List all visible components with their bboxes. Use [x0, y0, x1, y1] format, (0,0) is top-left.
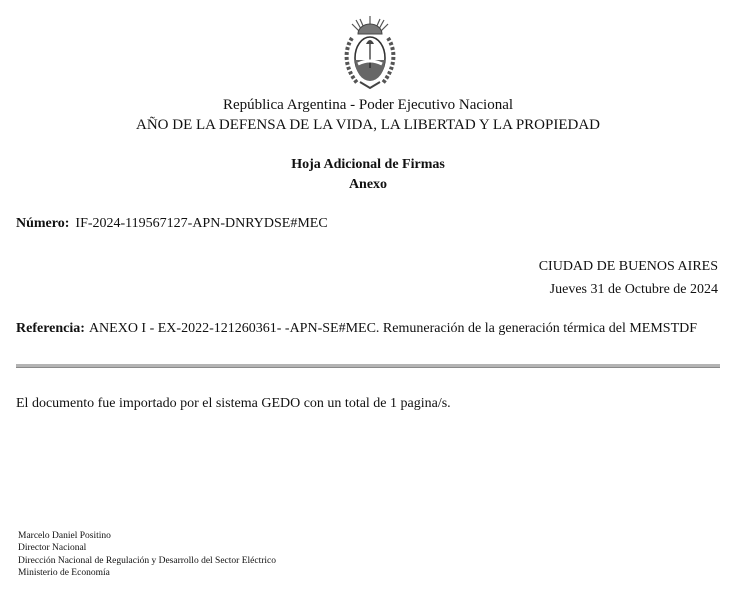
- signature-office: Dirección Nacional de Regulación y Desarrollo del Sector Eléctrico: [18, 555, 276, 566]
- place-city: CIUDAD DE BUENOS AIRES: [538, 259, 718, 274]
- place-date: Jueves 31 de Octubre de 2024: [549, 282, 718, 297]
- header-year-motto: AÑO DE LA DEFENSA DE LA VIDA, LA LIBERTAD Y LA PROPIEDAD: [135, 117, 600, 133]
- header-government-line: República Argentina - Poder Ejecutivo Nacional: [222, 97, 514, 113]
- divider-rule: [16, 364, 720, 368]
- document-number: [16, 216, 328, 232]
- reference: [16, 319, 706, 338]
- coat-of-arms-seal: [338, 14, 402, 90]
- reference-value: ANEXO I - EX-2022-121260361- -APN-SE#MEC. Remuneración de la generación térmica del MEMSTDF: [88, 321, 698, 336]
- document-number-label: Número:: [16, 216, 70, 231]
- body-text: El documento fue importado por el sistema GEDO con un total de 1 pagina/s.: [16, 396, 451, 411]
- signature-ministry: Ministerio de Economía: [18, 567, 110, 578]
- document-number-value: IF-2024-119567127-APN-DNRYDSE#MEC: [75, 216, 328, 231]
- document-title: Hoja Adicional de Firmas: [291, 157, 445, 172]
- document-subtitle: Anexo: [348, 177, 388, 192]
- reference-label: Referencia:: [16, 321, 85, 336]
- signature-role: Director Nacional: [18, 543, 87, 554]
- signature-name: Marcelo Daniel Positino: [18, 531, 111, 541]
- signature-block: [18, 530, 276, 579]
